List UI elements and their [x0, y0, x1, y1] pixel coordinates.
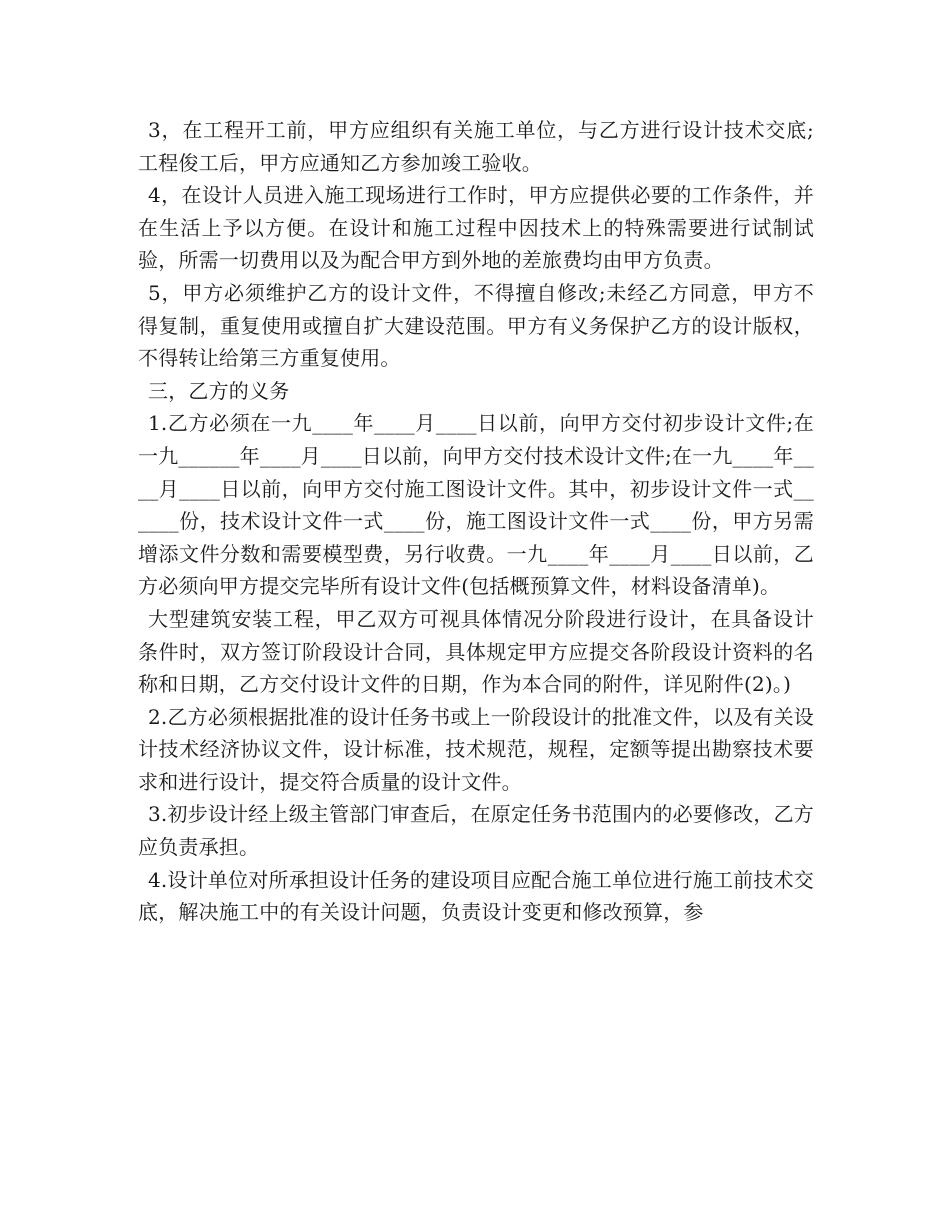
paragraph-party-b-clause-4: 4.设计单位对所承担设计任务的建设项目应配合施工单位进行施工前技术交底，解决施工中的有关设计问题，负责设计变更和修改预算，参 — [138, 867, 814, 925]
paragraph-party-a-clause-3: 3，在工程开工前，甲方应组织有关施工单位，与乙方进行设计技术交底;工程俊工后，甲方应通知乙方参加竣工验收。 — [138, 118, 814, 175]
paragraph-large-projects-note: 大型建筑安装工程，甲乙双方可视具体情况分阶段进行设计，在具备设计条件时，双方签订阶段设计合同，具体规定甲方应提交各阶段设计资料的名称和日期，乙方交付设计文件的日期，作为本合同的附件，详见附件(2)。) — [138, 606, 814, 697]
paragraph-party-b-clause-2: 2.乙方必须根据批准的设计任务书或上一阶段设计的批准文件，以及有关设计技术经济协议文件，设计标准，技术规范，规程，定额等提出勘察技术要求和进行设计，提交符合质量的设计文件。 — [138, 704, 814, 794]
document-page — [138, 114, 814, 929]
paragraph-party-b-clause-3: 3.初步设计经上级主管部门审查后，在原定任务书范围内的必要修改，乙方应负责承担。 — [138, 802, 814, 860]
paragraph-party-a-clause-5: 5，甲方必须维护乙方的设计文件，不得擅自修改;未经乙方同意，甲方不得复制，重复使用或擅自扩大建设范围。甲方有义务保护乙方的设计版权，不得转让给第三方重复使用。 — [138, 280, 814, 371]
section-heading-party-b-obligations: 三，乙方的义务 — [148, 378, 290, 403]
paragraph-party-a-clause-4: 4，在设计人员进入施工现场进行工作时，甲方应提供必要的工作条件，并在生活上予以方便。在设计和施工过程中因技术上的特殊需要进行试制试验，所需一切费用以及为配合甲方到外地的差旅费均由甲方负责。 — [138, 183, 814, 273]
paragraph-party-b-clause-1: 1.乙方必须在一九____年____月____日以前，向甲方交付初步设计文件;在一九______年____月____日以前，向甲方交付技术设计文件;在一九____年____月____日以前，向甲方交付施工图设计文件。其中，初步设计文件一式______份，技术设计文件一式____份，施工图设计文件一式____份，甲方另需增添文件分数和需要模型费，另行收费。一九____年____月____日以前，乙方必须向甲方提交完毕所有设计文件(包括概预算文件，材料设备清单)。 — [138, 411, 814, 599]
